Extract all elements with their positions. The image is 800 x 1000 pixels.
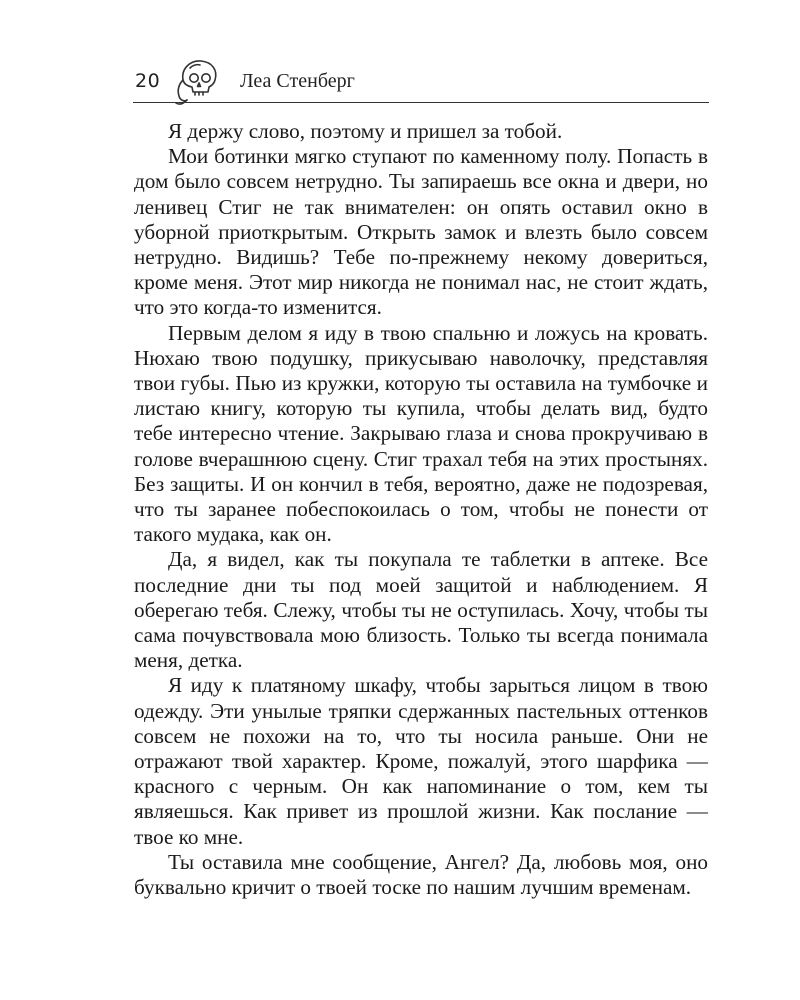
paragraph: Мои ботинки мягко ступают по каменному полу. Попасть в дом было совсем нетрудно. Ты запираешь все окна и двери, но ленивец Стиг не так внимателен: он опять оставил окно в уборной приоткрытым. Открыть замок и влезть было совсем нетрудно. Видишь? Тебе по-прежнему некому довериться, кроме меня. Этот мир никогда не понимал нас, не стоит ждать, что это когда-то изменится. bbox=[134, 144, 708, 320]
page-number: 20 bbox=[135, 70, 161, 92]
paragraph: Первым делом я иду в твою спальню и ложусь на кровать. Нюхаю твою подушку, прикусываю наволочку, представляя твои губы. Пью из кружки, которую ты оставила на тумбочке и листаю книгу, которую ты купила, чтобы делать вид, будто тебе интересно чтение. Закрываю глаза и снова прокручиваю в голове вчерашнюю сцену. Стиг трахал тебя на этих простынях. Без защиты. И он кончил в тебя, вероятно, даже не подозревая, что ты заранее побеспокоилась о том, чтобы не понести от такого мудака, как он. bbox=[134, 320, 708, 547]
body-text bbox=[134, 119, 708, 900]
paragraph: Да, я видел, как ты покупала те таблетки в аптеке. Все последние дни ты под моей защитой и наблюдением. Я оберегаю тебя. Слежу, чтобы ты не оступилась. Хочу, чтобы ты сама почувствовала мою близость. Только ты всегда понимала меня, детка. bbox=[134, 547, 708, 673]
paragraph: Я иду к платяному шкафу, чтобы зарыться лицом в твою одежду. Эти унылые тряпки сдержанных пастельных оттенков совсем не похожи на то, что ты носила раньше. Они не отражают твой характер. Кроме, пожалуй, этого шарфика — красного с черным. Он как напоминание о том, кем ты являешься. Как привет из прошлой жизни. Как послание — твое ко мне. bbox=[134, 673, 708, 849]
skull-icon bbox=[173, 56, 225, 108]
paragraph: Ты оставила мне сообщение, Ангел? Да, любовь моя, оно буквально кричит о твоей тоске по нашим лучшим временам. bbox=[134, 849, 708, 900]
header-divider bbox=[133, 102, 709, 103]
running-title: Леа Стенберг bbox=[240, 70, 355, 92]
paragraph: Я держу слово, поэтому и пришел за тобой. bbox=[168, 119, 563, 143]
